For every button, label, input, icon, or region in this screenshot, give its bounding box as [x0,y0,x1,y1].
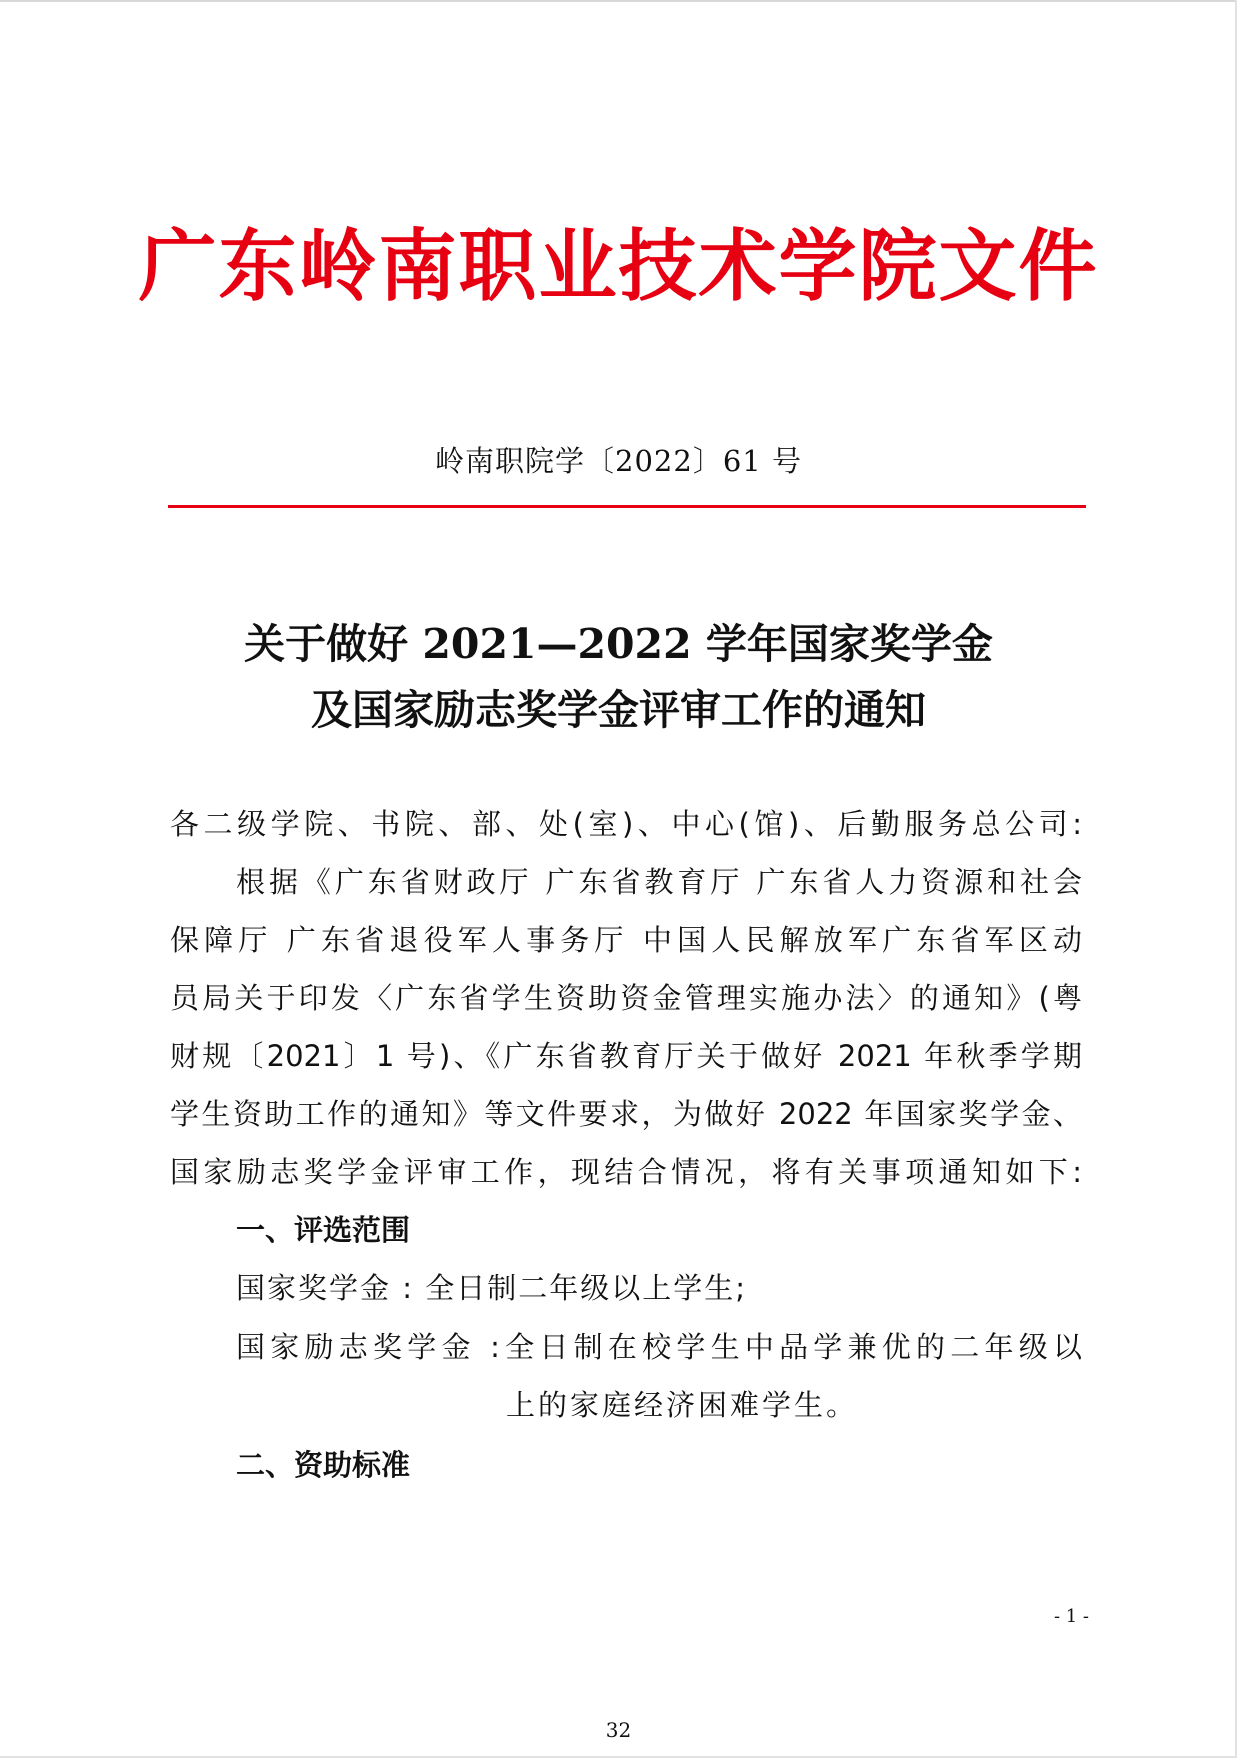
page-border-top [0,0,1237,2]
red-separator-line [168,505,1086,508]
notice-title-line-2: 及国家励志奖学金评审工作的通知 [311,686,926,734]
document-number: 岭南职院学〔2022〕61 号 [435,444,802,478]
paragraph-line: 根据《广东省财政厅 广东省教育厅 广东省人力资源和社会 [236,865,1082,899]
section-heading-standard: 二、资助标准 [236,1448,411,1482]
scope-national-scholarship: 国家奖学金 : 全日制二年级以上学生; [236,1271,747,1305]
page-marker: - 1 - [1053,1606,1089,1627]
paragraph-line: 学生资助工作的通知》等文件要求，为做好 2022 年国家奖学金、 [170,1097,1082,1131]
salutation: 各二级学院、书院、部、处(室)、中心(馆)、后勤服务总公司: [170,807,1082,841]
notice-title-line-1: 关于做好 2021—2022 学年国家奖学金 [244,620,993,668]
paragraph-line: 国家励志奖学金评审工作，现结合情况，将有关事项通知如下: [170,1155,1082,1189]
document-header-title: 广东岭南职业技术学院文件 [138,221,1099,312]
sequence-number: 32 [605,1718,632,1742]
paragraph-line: 保障厅 广东省退役军人事务厅 中国人民解放军广东省军区动 [170,923,1082,957]
paragraph-line: 员局关于印发〈广东省学生资助资金管理实施办法〉的通知》(粤 [170,981,1082,1015]
paragraph-line: 财规〔2021〕1 号)、《广东省教育厅关于做好 2021 年秋季学期 [170,1039,1082,1073]
scope-inspirational-continuation: 上的家庭经济困难学生。 [506,1388,859,1422]
section-heading-scope: 一、评选范围 [236,1213,411,1247]
scope-inspirational-scholarship: 国家励志奖学金 :全日制在校学生中品学兼优的二年级以 [236,1330,1082,1364]
